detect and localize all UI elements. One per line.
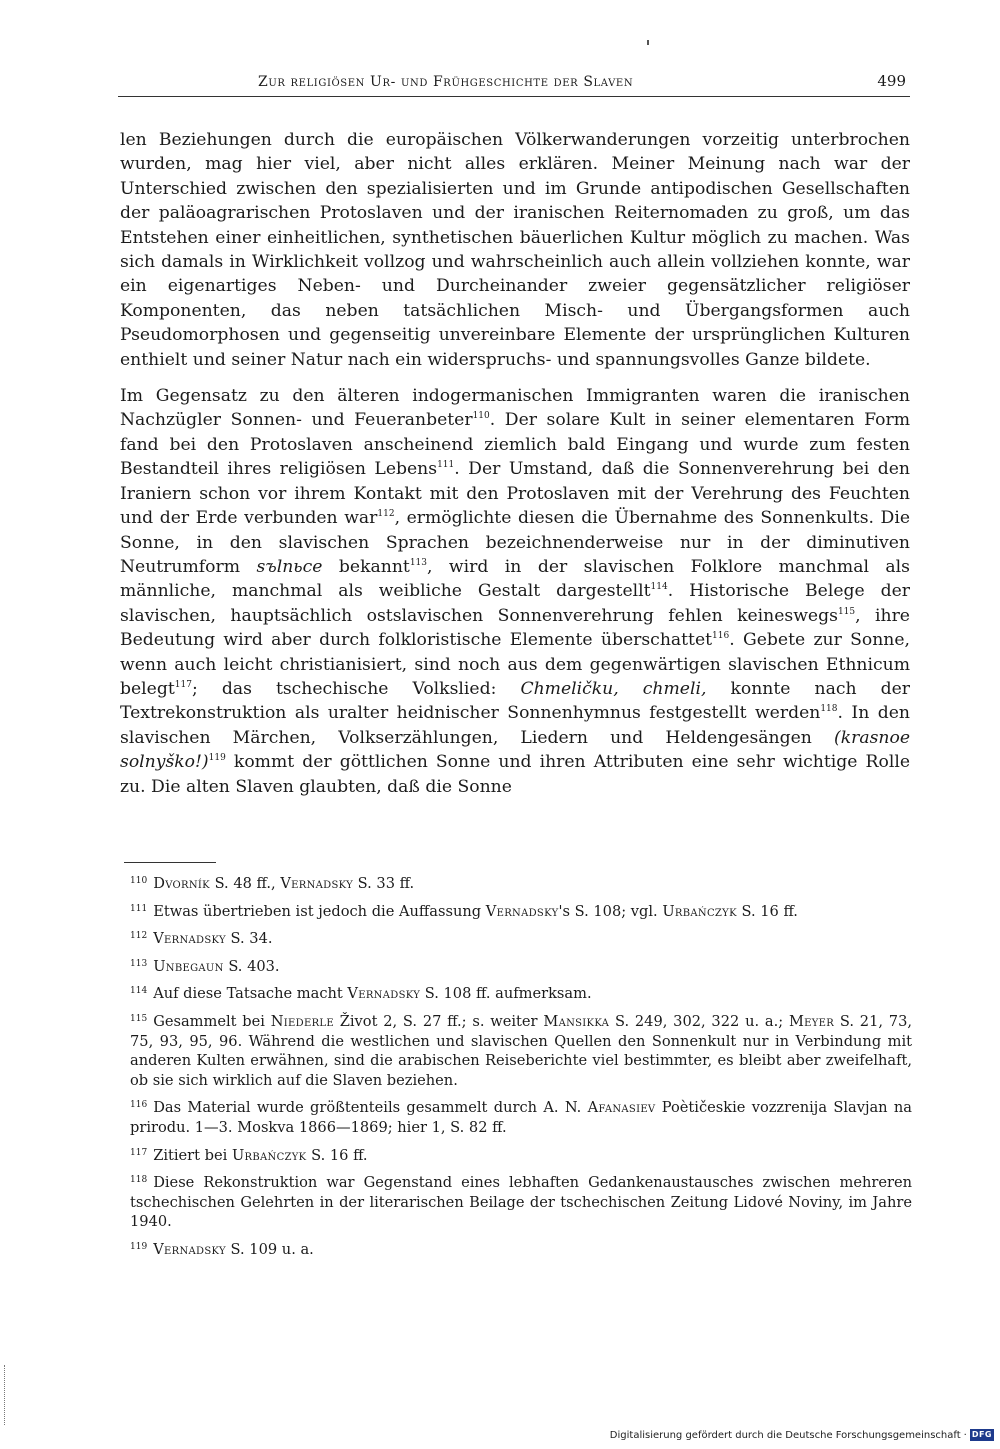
running-header	[118, 72, 910, 97]
footnote	[130, 1096, 912, 1137]
footnote-number: 113	[130, 958, 148, 969]
text-run: bekannt	[322, 556, 410, 577]
author-name: Urbańczyk	[662, 902, 737, 920]
text-run: Život 2, S. 27 ff.; s. weiter	[333, 1012, 544, 1030]
author-name: Mansikka	[543, 1012, 610, 1030]
paragraph	[120, 384, 910, 799]
footnote	[130, 872, 912, 894]
footnote-number: 112	[130, 931, 148, 942]
footnote-ref: 116	[712, 631, 730, 642]
text-run: Im Gegensatz zu den älteren indogermanischen Immigranten waren die iranischen Nachzügler Sonnen- und Feueranbeter	[120, 386, 910, 431]
text-run: , wird in der slavischen Folklore manchmal als männliche, manchmal als weibliche Gestalt dargestellt	[120, 556, 910, 602]
author-name: Dvorník	[153, 875, 210, 892]
credit-text: Digitalisierung gefördert durch die Deutsche Forschungsgemeinschaft	[609, 1429, 961, 1441]
text-run: . Gebete zur Sonne, wenn auch leicht christianisiert, sind noch aus dem gegenwärtigen slavischen Ethnicum belegt	[120, 630, 910, 699]
body-text	[120, 128, 910, 809]
footnote-ref: 110	[472, 411, 490, 422]
author-name: Meyer	[788, 1012, 835, 1030]
footnote-number: 115	[130, 1013, 148, 1024]
text-run: Auf diese Tatsache macht	[153, 985, 348, 1003]
author-name: Vernadsky	[153, 1240, 226, 1258]
text-run: S. 48 ff.,	[209, 875, 281, 892]
footnote	[130, 955, 912, 977]
author-name: Unbegaun	[153, 957, 224, 975]
digitization-credit: Digitalisierung gefördert durch die Deutsche Forschungsgemeinschaft · DFG	[609, 1429, 992, 1441]
text-run: Das Material wurde größtenteils gesammelt durch A. N.	[153, 1099, 588, 1117]
footnote	[130, 1171, 912, 1232]
footnote-ref: 119	[208, 753, 226, 764]
text-run: Zitiert bei	[153, 1146, 232, 1164]
author-name: Niederle	[270, 1012, 334, 1030]
text-run: len Beziehungen durch die europäischen Völkerwanderungen vorzeitig unterbrochen wurden, mag hier viel, aber nicht alles erklären. Meiner Meinung nach war der Unterschied zwischen den spezialisierten und im Grunde antipodischen Gesellschaften der paläoagrarischen Protoslaven und der iranischen Reiternomaden zu groß, um das Entstehen einer einheitlichen, synthetischen bäuerlichen Kultur möglich zu machen. Was sich damals in Wirklichkeit vollzog und wahrscheinlich auch allein vollziehen konnte, war ein eigenartiges Neben- und Durcheinander zweier gegensätzlicher religiöser Komponenten, das neben tatsächlichen Misch- und Übergangsformen auch Pseudomorphosen und gegenseitig unvereinbare Elemente der ursprünglichen Kulturen enthielt und seiner Natur nach ein widerspruchs- und spannungsvolles Ganze bildete.	[120, 130, 910, 370]
author-name: Afanasiev	[587, 1099, 656, 1117]
footnote	[130, 900, 912, 922]
footnote-ref: 114	[650, 582, 668, 593]
text-run: kommt der göttlichen Sonne und ihren Attributen eine sehr wichtige Rolle zu. Die alten Slaven glaubten, daß die Sonne	[120, 752, 910, 797]
text-run: Poètičeskie vozzrenija Slavjan na prirodu. 1—3. Moskva 1866—1869; hier 1, S. 82 ff.	[130, 1099, 912, 1136]
paragraph	[120, 128, 910, 372]
running-title: Zur religiösen Ur- und Frühgeschichte der Slaven	[258, 74, 634, 90]
text-run: , ihre Bedeutung wird aber durch folkloristische Elemente überschattet	[120, 605, 910, 651]
text-run: . In den slavischen Märchen, Volkserzählungen, Liedern und Heldengesängen	[120, 703, 910, 748]
text-run: ; das tschechische Volkslied:	[191, 678, 521, 699]
footnote	[130, 1238, 912, 1260]
text-run: S. 34.	[225, 930, 273, 948]
footnote-ref: 111	[437, 460, 455, 471]
footnote-number: 119	[130, 1241, 148, 1252]
footnote-number: 117	[130, 1147, 148, 1158]
text-run: S. 21, 73, 75, 93, 95, 96. Während die westlichen und slavischen Quellen den Sonnenkult nur in Verbindung mit anderen Kulten erwähnen, sind die arabischen Reiseberichte viel bestimmter, es bleibt aber zweifelhaft, ob sie sich wirklich auf die Slaven beziehen.	[130, 1012, 913, 1089]
footnote-number: 111	[130, 903, 148, 914]
text-run: Etwas übertrieben ist jedoch die Auffassung	[153, 902, 486, 920]
text-run: S. 403.	[223, 957, 280, 975]
footnote-number: 110	[130, 876, 148, 886]
text-run: konnte nach der Textrekonstruktion als uralter heidnischer Sonnenhymnus festgestellt werden	[120, 678, 911, 724]
text-run: , ermöglichte diesen die Übernahme des Sonnenkults. Die Sonne, in den slavischen Sprachen bezeichnenderweise nur in der diminutiven Neutrumform	[120, 508, 910, 577]
footnote-ref: 117	[174, 679, 192, 690]
footnote-number: 116	[130, 1100, 148, 1111]
scan-speck	[647, 40, 649, 45]
text-run: . Historische Belege der slavischen, hauptsächlich ostslavischen Sonnenverehrung fehlen keineswegs	[120, 581, 910, 626]
author-name: Urbańczyk	[231, 1146, 307, 1164]
text-run: Diese Rekonstruktion war Gegenstand eines lebhaften Gedankenaustausches zwischen mehreren tschechischen Gelehrten in der literarischen Beilage der tschechischen Zeitung Lidové Noviny, im Jahre 1940.	[130, 1174, 912, 1231]
footnote-number: 118	[130, 1175, 148, 1186]
text-run: . Der Umstand, daß die Sonnenverehrung bei den Iraniern schon vor ihrem Kontakt mit den Protoslaven mit der Verehrung des Feuchten und der Erde verbunden war	[120, 459, 910, 529]
text-run: S. 108 ff. aufmerksam.	[420, 985, 592, 1003]
text-run: S. 16 ff.	[306, 1146, 368, 1164]
footnote-ref: 112	[377, 509, 395, 520]
italic-term: (krasnoe solnyško!)	[120, 727, 910, 773]
footnote-ref: 118	[820, 704, 838, 715]
footnotes	[130, 872, 912, 1266]
text-run: S. 249, 302, 322 u. a.;	[609, 1012, 789, 1030]
author-name: Vernadsky	[280, 875, 354, 892]
footnote-ref: 113	[409, 557, 427, 568]
text-run: S. 16 ff.	[736, 902, 798, 920]
footnote	[130, 982, 912, 1004]
footnote	[130, 927, 912, 949]
footnote-rule	[124, 862, 216, 863]
footnote	[130, 1010, 912, 1090]
footnote-ref: 115	[837, 606, 856, 617]
text-run: . Der solare Kult in seiner elementaren Form fand bei den Protoslaven anscheinend ziemlich bald Eingang und wurde zum festen Bestandteil ihres religiösen Lebens	[120, 410, 911, 480]
text-run: S. 109 u. a.	[225, 1240, 314, 1258]
page-number: 499	[877, 72, 906, 90]
italic-term: Chmeličku, chmeli,	[520, 678, 707, 699]
footnote	[130, 1144, 912, 1166]
author-name: Vernadsky	[347, 985, 421, 1003]
author-name: Vernadsky	[485, 902, 559, 920]
text-run: S. 33 ff.	[353, 875, 415, 892]
text-run: Gesammelt bei	[153, 1012, 271, 1030]
footnote-number: 114	[130, 986, 148, 997]
author-name: Vernadsky	[153, 930, 226, 948]
italic-term: sъlnьce	[256, 556, 323, 577]
dfg-logo-icon: DFG	[971, 1430, 992, 1439]
margin-marks	[4, 1365, 11, 1425]
text-run: 's S. 108; vgl.	[558, 902, 663, 920]
